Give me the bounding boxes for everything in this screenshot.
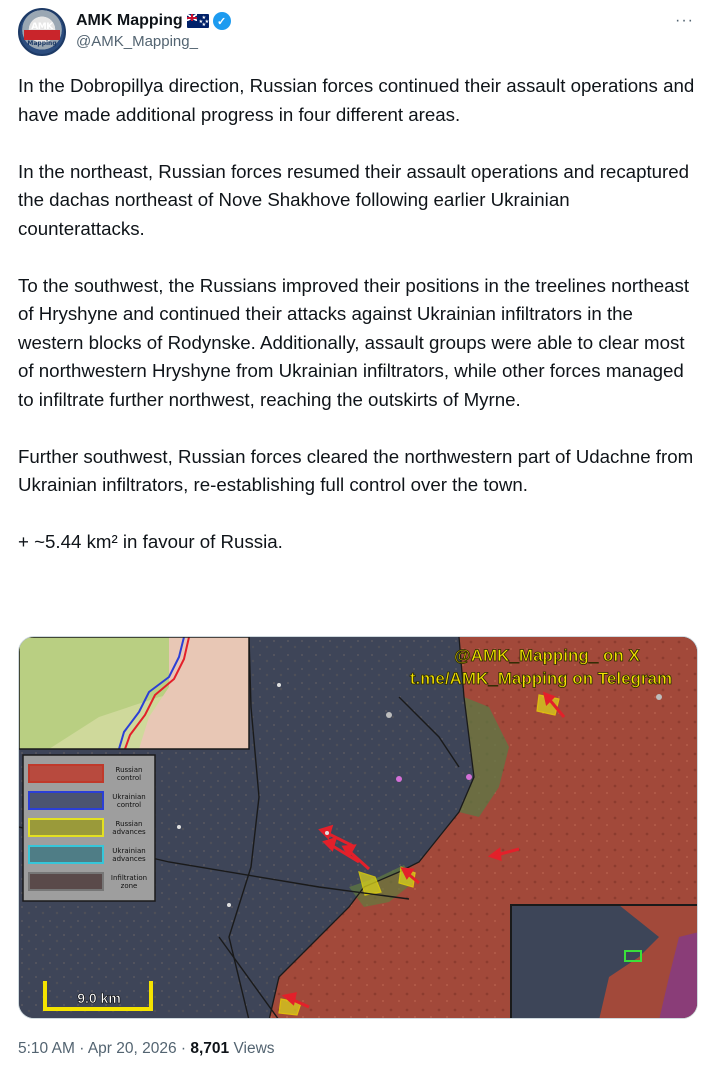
- settlement-dot: [277, 683, 281, 687]
- flag-star-icon: ★: [204, 19, 210, 25]
- legend-label: control: [116, 774, 142, 782]
- legend-swatch: [29, 765, 103, 782]
- meta-separator: ·: [79, 1040, 85, 1057]
- tweet-header: [18, 8, 698, 60]
- new-zealand-flag-icon: [187, 14, 209, 28]
- author-names: [76, 10, 231, 50]
- more-options-icon[interactable]: ···: [675, 12, 694, 29]
- legend-swatch: [29, 846, 103, 863]
- tweet-paragraph: In the Dobropillya direction, Russian forces continued their assault operations and have made additional progress in four different areas.: [18, 75, 695, 125]
- tweet-paragraph: + ~5.44 km² in favour of Russia.: [18, 531, 283, 552]
- avatar[interactable]: [18, 8, 66, 56]
- display-name[interactable]: AMK Mapping: [76, 12, 183, 29]
- meta-separator: ·: [180, 1040, 187, 1057]
- legend-swatch: [29, 792, 103, 809]
- tweet-paragraph: To the southwest, the Russians improved their positions in the treelines northeast of Hryshyne and continued their attacks against Ukrainian infiltrators in the western blocks of Rodynske. Additionally, assault groups were able to clear most of northwestern Hryshyne from Ukrainian infiltrators, while other forces managed to infiltrate further northwest, reaching the outskirts of Myrne.: [18, 274, 690, 410]
- settlement-dot: [466, 774, 472, 780]
- tweet-paragraph: Further southwest, Russian forces cleared the northwestern part of Udachne from Ukrainian infiltrators, re-establishing full control over the town.: [18, 445, 694, 495]
- legend-swatch: [29, 819, 103, 836]
- watermark-x-handle: @AMK_Mapping_ on X: [454, 646, 640, 665]
- tweet-date[interactable]: Apr 20, 2026: [87, 1040, 177, 1057]
- settlement-dot: [386, 712, 392, 718]
- settlement-dot: [227, 903, 231, 907]
- legend-swatch: [29, 873, 103, 890]
- legend-label: zone: [120, 882, 138, 890]
- flag-star-icon: ★: [201, 15, 207, 21]
- avatar-subtext: Mapping: [27, 40, 57, 47]
- settlement-dot: [656, 694, 662, 700]
- watermark-telegram: t.me/AMK_Mapping on Telegram: [409, 669, 673, 688]
- flag-star-icon: ★: [198, 19, 204, 25]
- map-svg: [19, 637, 698, 1019]
- legend-label: advances: [112, 828, 146, 836]
- legend-label: Ukrainian: [112, 847, 146, 855]
- avatar-text: AMK: [31, 22, 53, 32]
- locator-inset-map: [511, 905, 698, 1019]
- settlement-dot: [177, 825, 181, 829]
- views-count: 8,701: [190, 1040, 230, 1057]
- legend-label: control: [116, 801, 142, 809]
- settlement-dot: [396, 776, 402, 782]
- tweet-paragraph: In the northeast, Russian forces resumed their assault operations and recaptured the dachas northeast of Nove Shakhove following earlier Ukrainian counterattacks.: [18, 160, 690, 239]
- legend-label: advances: [112, 855, 146, 863]
- tweet-text: [18, 72, 698, 557]
- tweet-time[interactable]: 5:10 AM: [18, 1040, 75, 1057]
- map-image[interactable]: [18, 636, 698, 1019]
- legend-label: Russian: [115, 820, 143, 828]
- flag-cross-vertical: [191, 14, 193, 21]
- inset-overview-map: [19, 637, 249, 749]
- flag-star-icon: ★: [201, 22, 207, 28]
- tweet-meta: [18, 1040, 275, 1058]
- views-label: Views: [233, 1040, 275, 1057]
- scale-label: 9.0 km: [77, 990, 121, 1006]
- settlement-dot: [325, 831, 329, 835]
- verified-badge-icon[interactable]: ✓: [213, 12, 231, 30]
- author-handle[interactable]: @AMK_Mapping_: [76, 33, 198, 50]
- legend-label: Russian: [115, 766, 143, 774]
- name-row: [76, 10, 231, 32]
- legend-label: Ukrainian: [112, 793, 146, 801]
- legend-label: Infiltration: [110, 874, 148, 882]
